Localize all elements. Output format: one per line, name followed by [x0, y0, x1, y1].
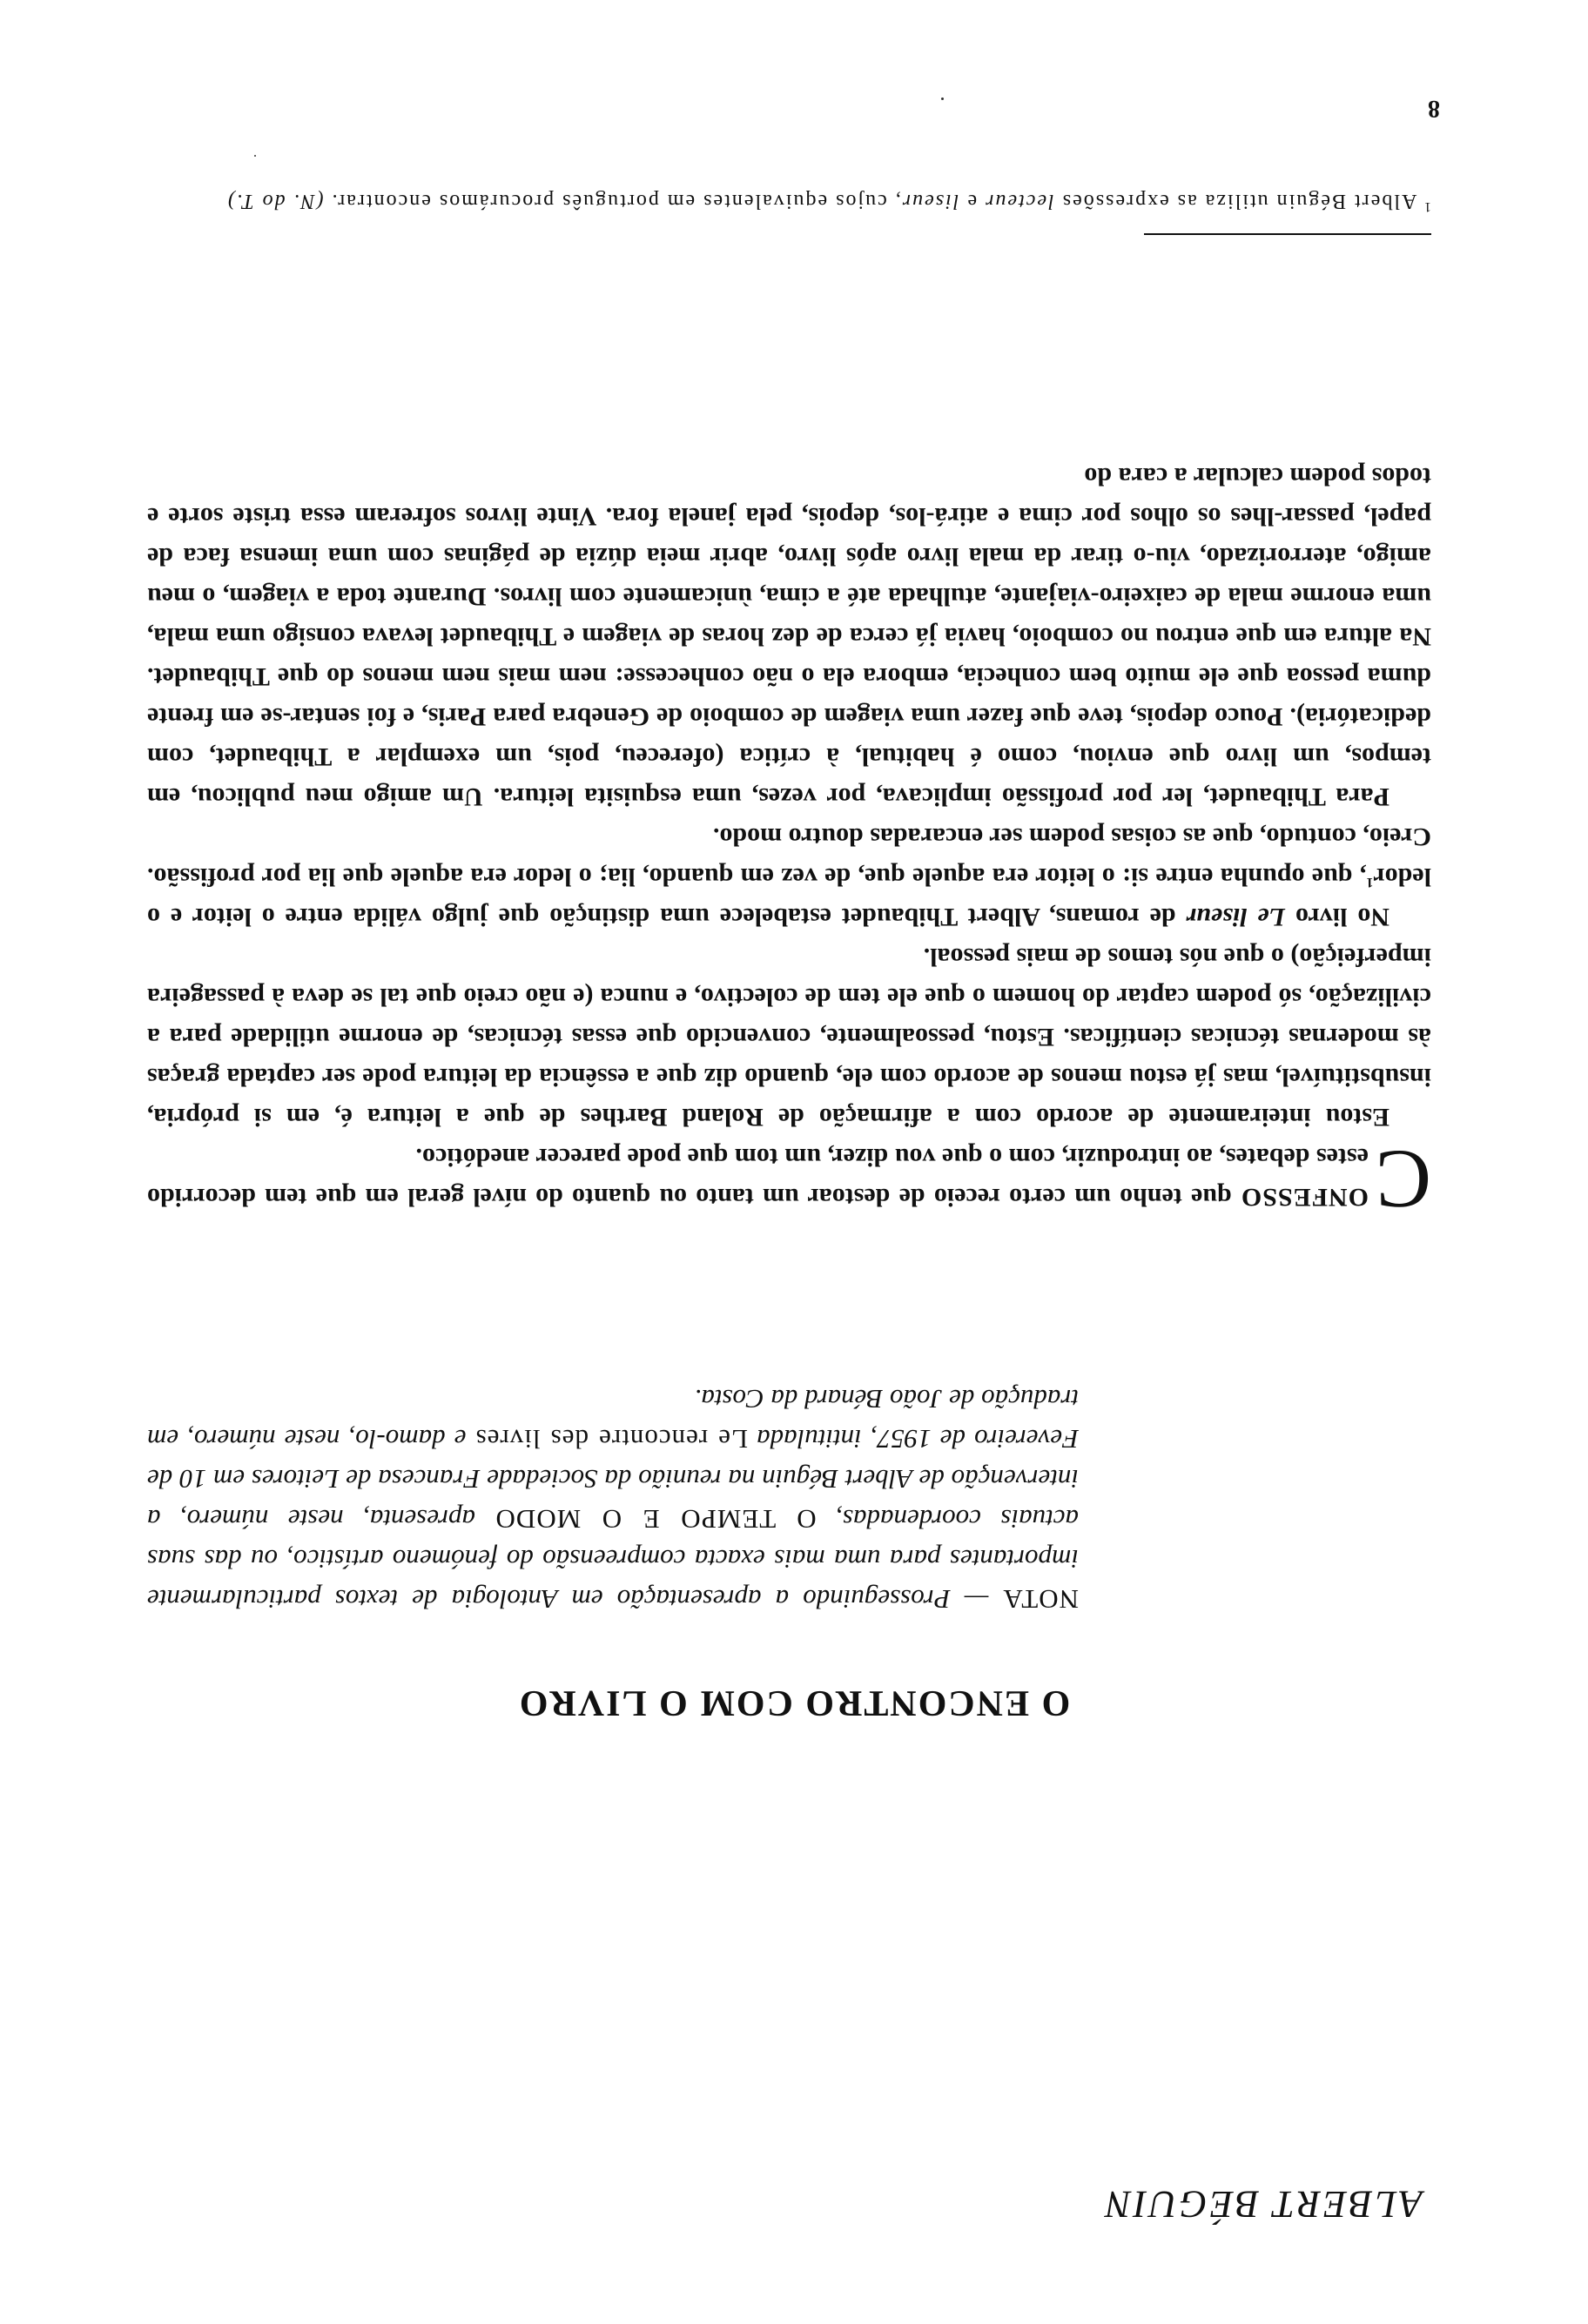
- paragraph-3: [147, 816, 1431, 937]
- editor-note: [147, 1379, 1079, 1619]
- footnote-rule: [1144, 233, 1431, 235]
- paragraph-4: Para Thibaudet, ler por profissão implicava, por vezes, uma esquisita leitura. Um amigo meu publicou, em tempos, um livro que enviou, como é habitual, à crítica (ofereceu, pois, um exemplar a Thibaudet, com dedicatória). Pouco depois, teve que fazer uma viagem de comboio de Genebra para Paris, e foi sentar-se em frente duma pessoa que ele muito bem conhecia, embora ela o não conhecesse: nem mais nem menos do que Thibaudet. Na altura em que entrou no comboio, havia já cerca de dez horas de viagem e Thibaudet levava consigo uma mala, uma enorme mala de caixeiro-viajante, atulhada até a cima, ùnicamente com livros. Durante toda a viagem, o meu amigo, aterrorizado, viu-o tirar da mala livro após livro, abrir meia dúzia de páginas com uma imensa faca de papel, passar-lhes os olhos por cima e atirá-los, depois, pela janela fora. Vinte livros sofreram essa triste sorte e todos podem calcular a cara do: [147, 462, 1431, 811]
- note-dash: —: [950, 1584, 1003, 1615]
- paragraph-2: Estou inteiramente de acordo com a afirmação de Roland Barthes de que a leitura é, em si própria, insubstituível, mas já estou menos de acordo com ele, quando diz que a essência da leitura pode ser captada graças às modernas técnicas científicas. Estou, pessoalmente, convencido que essas técnicas, de enorme utilidade para a civilização, só podem captar do homem o que ele tem de colectivo, e nunca (e não creio que tal se deva à passageira imperfeição) o que nós temos de mais pessoal.: [147, 943, 1431, 1132]
- journal-name: O TEMPO E O MODO: [495, 1504, 817, 1535]
- author-name: ALBERT BÉGUIN: [1103, 2183, 1423, 2226]
- footnote-text-c: , cujos equivalentes em português procurámos encontrar.: [323, 190, 901, 212]
- opening-word: ONFESSO: [1240, 1183, 1369, 1212]
- paragraph-1: [147, 1133, 1431, 1226]
- article-title: O ENCONTRO COM O LIVRO: [517, 1683, 1071, 1723]
- translator-attribution: (N. do T.): [226, 190, 324, 212]
- note-text-2: apresenta, neste número, a intervenção de Albert Béguin na reunião da Sociedade Francesa de Leitores em 10 de Fevereiro de 1957, intitulada: [147, 1424, 1079, 1535]
- footnote-ref: 1: [1366, 875, 1374, 890]
- footnote: [147, 185, 1431, 218]
- original-title: Le rencontre des livres: [474, 1424, 748, 1454]
- paragraph-1-text: que tenho um certo receio de destoar um tanto ou quanto do nível geral em que tem decorrido estes debates, ao introduzir, com o que vou dizer, um tom que pode parecer anedótico.: [147, 1143, 1369, 1212]
- footnote-mark: 1: [1423, 199, 1431, 214]
- footnote-term-2: liseur: [900, 190, 959, 212]
- book-title: Le liseur: [1186, 903, 1286, 931]
- drop-cap: C: [1375, 1133, 1431, 1226]
- paragraph-3-text-b: de romans, Albert Thibaudet estabelece uma distinção que julgo válida entre o leitor e o ledor: [147, 863, 1431, 931]
- note-text-1: Prosseguindo a apresentação em Antologia de textos particularmente importantes para uma mais exacta compreensão do fenómeno artístico, ou das suas actuais coordenadas,: [147, 1504, 1079, 1615]
- note-label: NOTA: [1002, 1584, 1079, 1615]
- footnote-text-b: e: [959, 190, 985, 212]
- footnote-term-1: lecteur: [984, 190, 1054, 212]
- scan-speck: [254, 155, 256, 157]
- scan-speck: [941, 97, 944, 100]
- paragraph-3-text-c: , que opunha entre si: o leitor era aquele que, de vez em quando, lia; o ledor era aquele que lia por profissão. Creio, contudo, que as coisas podem ser encaradas doutro modo.: [147, 823, 1431, 891]
- article-body: [147, 456, 1431, 1226]
- page-number: 8: [1428, 95, 1440, 122]
- note-text-3: e damo-lo, neste número, em tradução de João Bénard da Costa.: [147, 1384, 1079, 1454]
- paragraph-3-text-a: No livro: [1285, 903, 1390, 931]
- footnote-text-a: Albert Béguin utiliza as expressões: [1053, 190, 1423, 212]
